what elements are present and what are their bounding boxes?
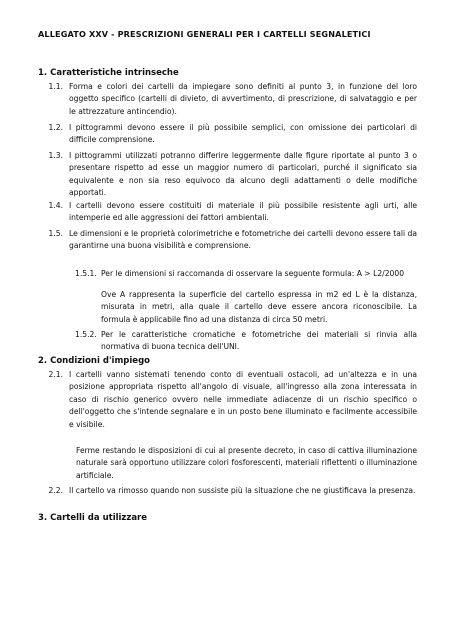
section-heading-1: 1. Caratteristiche intrinseche — [38, 68, 179, 78]
subparagraph-number: 1.5.2. — [75, 330, 97, 339]
paragraph-text: Le dimensioni e le proprietà colorimetriche e fotometriche dei cartelli devono essere tali da garantirne una buona visibilità e comprensione. — [69, 229, 417, 251]
paragraph-1-5 — [38, 228, 417, 253]
subparagraph-1-5-1-note: Ove A rappresenta la superficie del cartello espressa in m2 ed L è la distanza, misurata in metri, alla quale il cartello deve essere ancora riconoscibile. La formula è applicabile fino ad una distanza di circa 50 metri. — [101, 290, 417, 324]
paragraph-1-3 — [38, 150, 417, 200]
paragraph-number: 2.2. — [48, 486, 63, 495]
paragraph-text: I pittogrammi devono essere il più possibile semplici, con omissione dei particolari di difficile comprensione. — [69, 123, 417, 145]
paragraph-number: 1.3. — [48, 151, 63, 160]
document-title: ALLEGATO XXV - PRESCRIZIONI GENERALI PER I CARTELLI SEGNALETICI — [38, 29, 371, 39]
paragraph-text: I cartelli vanno sistemati tenendo conto di eventuali ostacoli, ad un'altezza e in una posizione appropriata rispetto all'angolo di visuale, all'ingresso alla zona interessata in caso di rischio generico ovvero nelle immediate adiacenze di un rischio specifico o dell'oggetto che s'intende segnalare e in un posto bene illuminato e facilmente accessibile e visibile. — [69, 370, 417, 429]
paragraph-number: 1.4. — [48, 201, 63, 210]
subparagraph-1-5-2 — [75, 329, 417, 354]
paragraph-1-4 — [38, 200, 417, 225]
paragraph-2-2 — [38, 485, 417, 497]
subparagraph-text: Per le caratteristiche cromatiche e fotometriche dei materiali si rinvia alla normativa di buona tecnica dell'UNI. — [101, 330, 417, 352]
subparagraph-1-5-1 — [75, 268, 417, 280]
subparagraph-number: 1.5.1. — [75, 269, 97, 278]
paragraph-text: Forma e colori dei cartelli da impiegare sono definiti al punto 3, in funzione del loro oggetto specifico (cartelli di divieto, di avvertimento, di prescrizione, di salvataggio e per le attrezzature antincendio). — [69, 82, 417, 116]
section-heading-2: 2. Condizioni d'impiego — [38, 356, 150, 366]
paragraph-1-1 — [38, 81, 417, 118]
section-heading-3: 3. Cartelli da utilizzare — [38, 513, 148, 523]
paragraph-number: 1.5. — [48, 229, 63, 238]
paragraph-2-1-note: Ferme restando le disposizioni di cui al presente decreto, in caso di cattiva illuminazione naturale sarà opportuno utilizzare colori fosforescenti, materiali riflettenti o illuminazione artificiale. — [76, 446, 417, 480]
paragraph-1-2 — [38, 122, 417, 147]
paragraph-text: Il cartello va rimosso quando non sussiste più la situazione che ne giustificava la presenza. — [69, 486, 416, 495]
paragraph-number: 2.1. — [48, 370, 63, 379]
paragraph-text: I pittogrammi utilizzati potranno differire leggermente dalle figure riportate al punto 3 o presentare rispetto ad esse un maggior numero di particolari, purché il significato sia equivalente e non sia reso equivoco da alcuno degli adattamenti o delle modifiche apportati. — [69, 151, 417, 198]
paragraph-number: 1.1. — [48, 82, 63, 91]
subparagraph-text: Per le dimensioni si raccomanda di osservare la seguente formula: A > L2/2000 — [101, 269, 405, 278]
paragraph-text: I cartelli devono essere costituiti di materiale il più possibile resistente agli urti, alle intemperie ed alle aggressioni dei fattori ambientali. — [69, 201, 417, 223]
paragraph-2-1 — [38, 369, 417, 431]
paragraph-number: 1.2. — [48, 123, 63, 132]
